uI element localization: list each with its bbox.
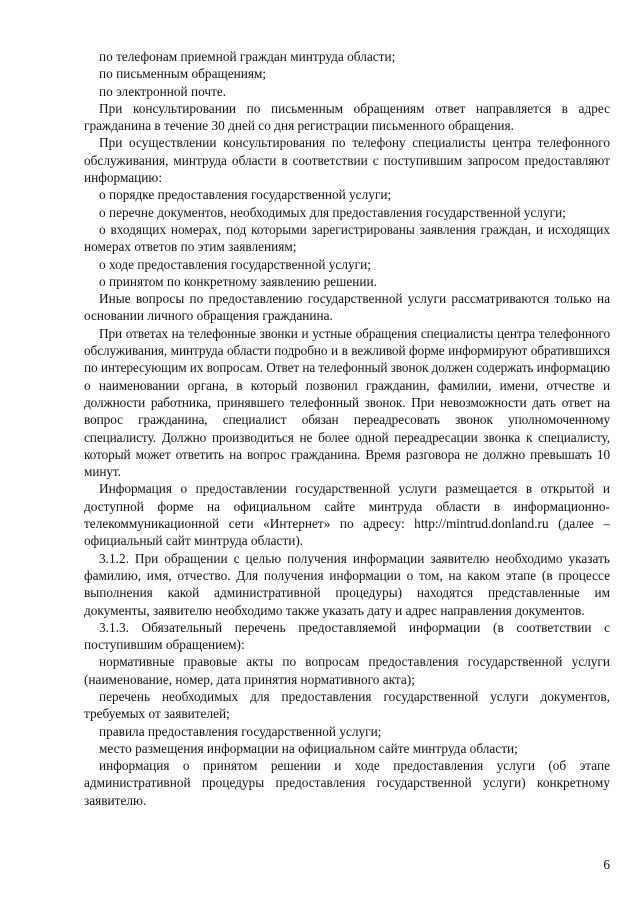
paragraph-17: перечень необходимых для предоставления государственной услуги документов, требуемых от заявителей; xyxy=(84,688,610,722)
paragraph-1: по телефонам приемной граждан минтруда области; xyxy=(99,49,396,64)
paragraph-8: о входящих номерах, под которыми зарегистрированы заявления граждан, и исходящих номерах ответов по этим заявлениям; xyxy=(84,221,610,255)
page-number: 6 xyxy=(603,857,610,872)
paragraph-14: 3.1.2. При обращении с целью получения информации заявителю необходимо указать фамилию, имя, отчество. Для получения информации о том, на каком этапе (в процессе выполнения какой административной процедуры) находятся представленные им документы, заявителю необходимо также указать дату и адрес направления документов. xyxy=(84,550,610,618)
paragraph-19: место размещения информации на официальном сайте минтруда области; xyxy=(99,740,518,756)
paragraph-15: 3.1.3. Обязательный перечень предоставляемой информации (в соответствии с поступившим обращением): xyxy=(84,619,610,653)
paragraph-4: При консультировании по письменным обращениям ответ направляется в адрес гражданина в течение 30 дней со дня регистрации письменного обращения. xyxy=(84,100,610,134)
paragraph-10: о принятом по конкретному заявлению решении. xyxy=(99,273,377,289)
paragraph-6: о порядке предоставления государственной услуги; xyxy=(99,187,392,203)
paragraph-3: по электронной почте. xyxy=(99,83,227,99)
paragraph-16: нормативные правовые акты по вопросам предоставления государственной услуги (наименование, номер, дата принятия нормативного акта); xyxy=(84,654,610,687)
paragraph-20: информация о принятом решении и ходе предоставления услуги (об этапе административной процедуры предоставления государственной услуги) конкретному заявителю. xyxy=(84,758,610,808)
document-body xyxy=(84,48,610,809)
paragraph-13: Информация о предоставлении государственной услуги размещается в открытой и доступной форме на официальном сайте минтруда области в информационно-телекоммуникационной сети «Интернет» по адресу: http://mintrud.donland.ru (далее – официальный сайт минтруда области). xyxy=(84,481,610,549)
paragraph-12: При ответах на телефонные звонки и устные обращения специалисты центра телефонного обслуживания, минтруда области подробно и в вежливой форме информируют обратившихся по интересующим их вопросам. Ответ на телефонный звонок должен содержать информацию о наименовании органа, в который позвонил гражданин, фамилии, имени, отчестве и должности работника, принявшего телефонный звонок. При невозможности дать ответ на вопрос гражданина, специалист обязан переадресовать звонок уполномоченному специалисту. Должно производиться не более одной переадресации звонка к специалисту, который может ответить на вопрос гражданина. Время разговора не должно превышать 10 минут. xyxy=(84,325,610,480)
paragraph-9: о ходе предоставления государственной услуги; xyxy=(99,256,371,272)
paragraph-18: правила предоставления государственной услуги; xyxy=(99,723,382,739)
paragraph-11: Иные вопросы по предоставлению государственной услуги рассматриваются только на основании личного обращения гражданина. xyxy=(84,291,610,324)
paragraph-7: о перечне документов, необходимых для предоставления государственной услуги; xyxy=(99,204,566,220)
paragraph-2: по письменным обращениям; xyxy=(99,66,267,82)
paragraph-5: При осуществлении консультирования по телефону специалисты центра телефонного обслуживания, минтруда области в соответствии с поступившим запросом предоставляют информацию: xyxy=(84,135,610,186)
